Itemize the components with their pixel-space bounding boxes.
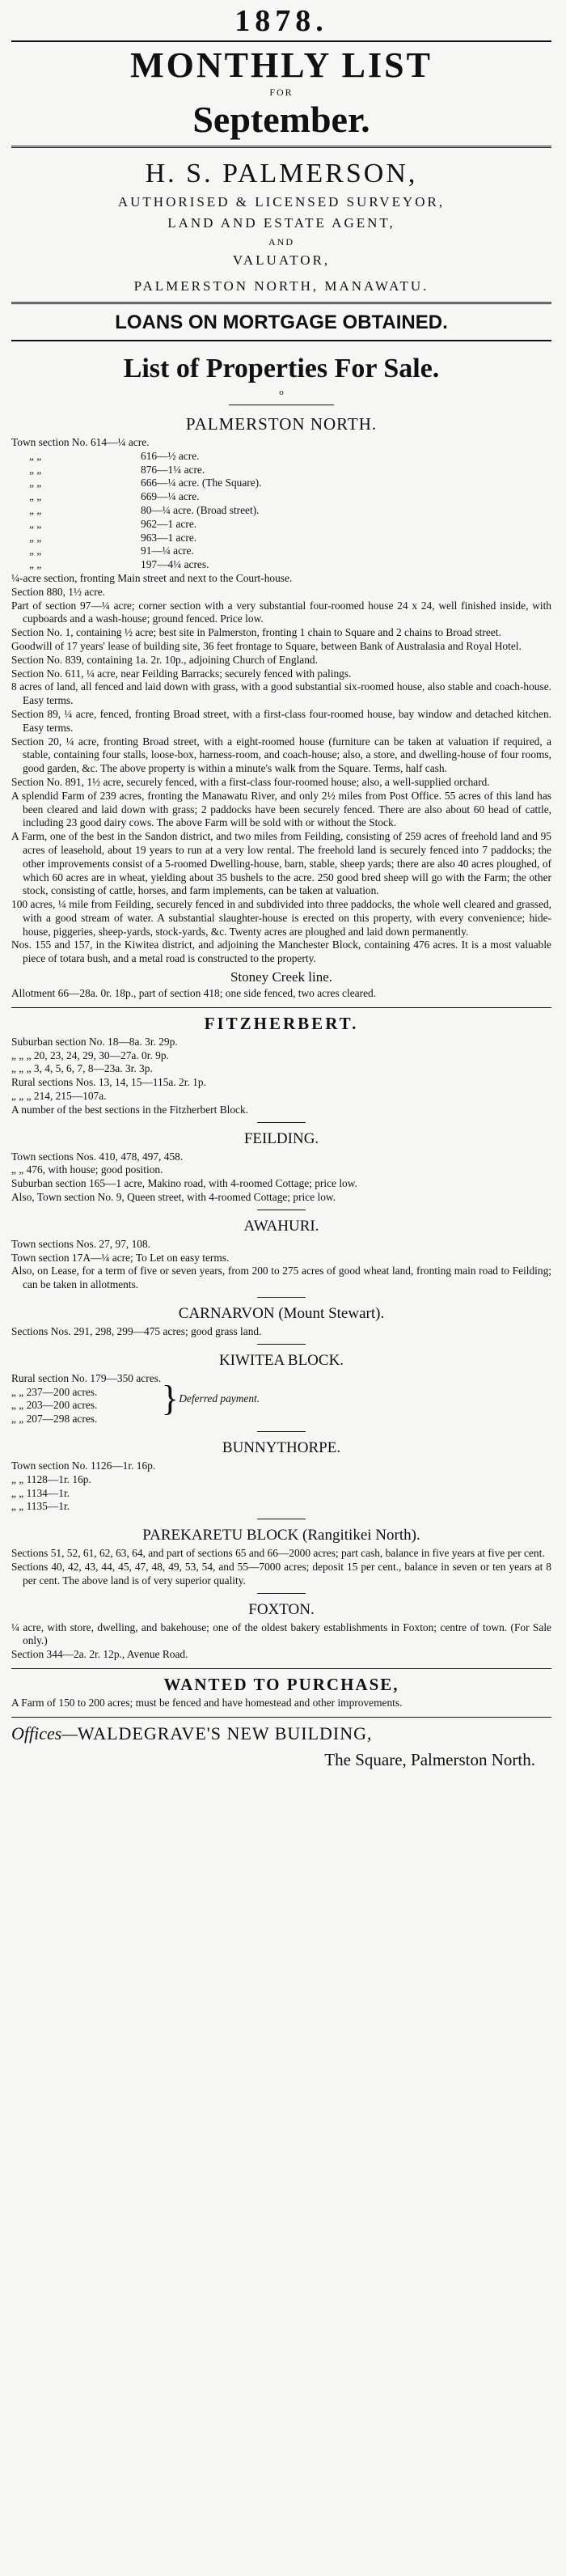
kiwitea-lots xyxy=(11,1372,551,1426)
list-item: A Farm, one of the best in the Sandon district, and two miles from Feilding, consisting of 259 acres of freehold land and 95 acres of leasehold, about 19 years to run at a very low rental. The freehold land is securely fenced into 7 paddocks; the other improvements consist of a 5-roomed Dwelling-house, barn, stable, sheep yards; there are also 40 acres ploughed, of which 60 acres are in wheat, yielding about 35 bushels to the acre. 250 good bred sheep will go with the Farm; the other stock, consisting of cattle, horses, and farm implements, can be taken at valuation. xyxy=(11,830,551,897)
lot-row: „ „ 669—¼ acre. xyxy=(29,490,200,503)
list-item: Sections 40, 42, 43, 44, 45, 47, 48, 49, 53, 54, and 55—7000 acres; deposit 15 per cent., balance in seven or ten years at 8 per cent. The above land is of very superior quality. xyxy=(11,1561,551,1587)
properties-title: List of Properties For Sale. xyxy=(123,354,440,383)
list-item: Section No. 891, 1½ acre, securely fenced, with a first-class four-roomed house; also, a well-supplied orchard. xyxy=(11,775,490,788)
list-item: Section 20, ¼ acre, fronting Broad street, with a eight-roomed house (furniture can be taken at valuation if required, a stable, containing four stalls, loose-box, harness-room, and coach-house; also, a store, and dwelling-house of four rooms, good garden, &c. The above property is within a minute's walk from the Square. Terms, half cash. xyxy=(11,735,551,775)
section-heading-carnarvon: CARNARVON (Mount Stewart). xyxy=(178,1305,385,1323)
list-item: Rural sections Nos. 13, 14, 15—115a. 2r. 1p. xyxy=(11,1076,206,1089)
list-item: Town section 17A—¼ acre; To Let on easy terms. xyxy=(11,1251,230,1264)
offices-building: WALDEGRAVE'S NEW BUILDING, xyxy=(77,1722,373,1743)
divider xyxy=(257,1344,306,1345)
wanted-heading: WANTED TO PURCHASE, xyxy=(163,1674,399,1694)
list-item: A Farm of 150 to 200 acres; must be fenced and have homestead and other improvements. xyxy=(11,1696,403,1709)
list-item: Section No. 611, ¼ acre, near Feilding Barracks; securely fenced with palings. xyxy=(11,667,352,680)
list-item: „ „ „ 214, 215—107a. xyxy=(11,1090,107,1103)
divider xyxy=(257,1593,306,1594)
agent-line-surveyor: AUTHORISED & LICENSED SURVEYOR, xyxy=(117,194,446,210)
list-item: Also, Town section No. 9, Queen street, with 4-roomed Cottage; price low. xyxy=(11,1191,336,1204)
section-heading-kiwitea: KIWITEA BLOCK. xyxy=(218,1351,344,1369)
list-item: Town sections Nos. 27, 97, 108. xyxy=(11,1237,151,1250)
list-item: Section 344—2a. 2r. 12p., Avenue Road. xyxy=(11,1648,188,1661)
divider xyxy=(11,146,551,148)
list-item: A splendid Farm of 239 acres, fronting the Manawatu River, and only 2½ miles from Post Office. 55 acres of this land has been cleared and laid down with grass; 2 paddocks have been securely fenced. There are also about 60 head of cattle, including 23 good dairy cows. The above Farm will be sold with or without the Stock. xyxy=(11,789,551,829)
list-item: Allotment 66—28a. 0r. 18p., part of section 418; one side fenced, two acres cleared. xyxy=(11,987,377,1000)
list-item: ¼-acre section, fronting Main street and next to the Court-house. xyxy=(11,571,293,584)
list-item: Section No. 839, containing 1a. 2r. 10p., adjoining Church of England. xyxy=(11,653,318,666)
section-heading-fitzherbert: FITZHERBERT. xyxy=(204,1013,359,1033)
section-heading-awahuri: AWAHURI. xyxy=(243,1217,319,1235)
list-item: Goodwill of 17 years' lease of building site, 36 feet frontage to Square, between Bank of Australasia and Royal Hotel. xyxy=(11,639,522,652)
offices-address: The Square, Palmerston North. xyxy=(324,1749,535,1769)
section-heading-feilding: FEILDING. xyxy=(243,1129,319,1147)
list-item: Section No. 1, containing ½ acre; best site in Palmerston, fronting 1 chain to Square and 2 chains to Broad street. xyxy=(11,626,501,639)
list-item: „ „ 237—200 acres. xyxy=(11,1385,98,1398)
offices-line xyxy=(11,1721,551,1747)
brace-mark: } xyxy=(161,1379,179,1419)
list-item: Part of section 97—¼ acre; corner section with a very substantial four-roomed house 24 x 24, well finished inside, with cupboards and a wash-house; ground fenced. Price low. xyxy=(11,599,551,625)
section-heading-parekaretu: PAREKARETU BLOCK (Rangitikei North). xyxy=(142,1527,420,1544)
list-item: „ „ „ 3, 4, 5, 6, 7, 8—23a. 3r. 3p. xyxy=(11,1062,153,1075)
section-heading-foxton: FOXTON. xyxy=(248,1600,315,1618)
lot-row: „ „ 963—1 acre. xyxy=(29,531,197,544)
loans-heading: LOANS ON MORTGAGE OBTAINED. xyxy=(115,311,448,333)
lot-row: „ „ 197—4¼ acres. xyxy=(29,558,209,571)
list-item: Town sections Nos. 410, 478, 497, 458. xyxy=(11,1150,184,1163)
list-item: 100 acres, ¼ mile from Feilding, securely fenced in and subdivided into three paddocks, the whole well cleared and grassed, with a good stream of water. A substantial slaughter-house is erected on this property, with every convenience; hide-house, piggeries, sheep-yards, stock-yards, &c. Twenty acres are ploughed and laid down permanently. xyxy=(11,898,551,938)
divider xyxy=(11,1007,551,1008)
list-item: Nos. 155 and 157, in the Kiwitea district, and adjoining the Manchester Block, containing 476 acres. It is a most valuable piece of totara bush, and a metal road is constructed to the property. xyxy=(11,938,551,965)
list-item: Section 880, 1½ acre. xyxy=(11,585,106,598)
list-item: „ „ 476, with house; good position. xyxy=(11,1163,163,1176)
list-item: Rural section No. 179—350 acres. xyxy=(11,1371,162,1384)
agent-line-estate-agent: LAND AND ESTATE AGENT, xyxy=(167,215,395,231)
divider xyxy=(11,340,551,341)
lot-row: „ „ 80—¼ acre. (Broad street). xyxy=(29,503,260,516)
offices-label: Offices— xyxy=(11,1722,78,1743)
list-item: A number of the best sections in the Fitzherbert Block. xyxy=(11,1103,249,1116)
list-item: Also, on Lease, for a term of five or seven years, from 200 to 275 acres of good wheat land, fronting main road to Feilding; can be taken in allotments. xyxy=(11,1265,551,1291)
divider xyxy=(11,40,551,42)
for-label: FOR xyxy=(269,87,294,98)
list-item: Suburban section No. 18—8a. 3r. 29p. xyxy=(11,1035,178,1048)
lot-row: „ „ 91—¼ acre. xyxy=(29,544,194,557)
agent-line-valuator: VALUATOR, xyxy=(232,252,331,268)
divider xyxy=(257,1431,306,1432)
agent-and: AND xyxy=(268,236,294,248)
list-item: „ „ 1128—1r. 16p. xyxy=(11,1472,91,1485)
list-item: „ „ 1134—1r. xyxy=(11,1486,70,1499)
section-heading-palmerston: PALMERSTON NORTH. xyxy=(185,414,378,434)
list-item: „ „ 203—200 acres. xyxy=(11,1399,98,1412)
separator-mark: o xyxy=(279,388,284,397)
list-item: Town section No. 614—¼ acre. xyxy=(11,436,150,448)
deferred-payment-note: Deferred payment. xyxy=(179,1392,260,1405)
divider xyxy=(11,1668,551,1669)
agent-name: H. S. PALMERSON, xyxy=(145,159,418,189)
list-title-banner: MONTHLY LIST xyxy=(130,45,433,85)
divider xyxy=(11,302,551,304)
list-item: Section 89, ¼ acre, fenced, fronting Broad street, with a first-class four-roomed house, bay window and detached kitchen. Easy terms. xyxy=(11,707,551,734)
list-item: Sections Nos. 291, 298, 299—475 acres; good grass land. xyxy=(11,1325,262,1338)
list-item: 8 acres of land, all fenced and laid down with grass, with a good substantial six-roomed house, also stable and coach-house. Easy terms. xyxy=(11,680,551,707)
month-title: September. xyxy=(192,99,370,140)
list-item: Town section No. 1126—1r. 16p. xyxy=(11,1460,156,1472)
list-item: „ „ 207—298 acres. xyxy=(11,1413,98,1426)
lot-row: „ „ 616—½ acre. xyxy=(29,449,200,462)
lot-row: „ „ 876—1¼ acre. xyxy=(29,463,205,476)
lot-row: „ „ 666—¼ acre. (The Square). xyxy=(29,477,262,489)
subheading-stoney-creek: Stoney Creek line. xyxy=(230,969,333,985)
list-item: Sections 51, 52, 61, 62, 63, 64, and part of sections 65 and 66—2000 acres; part cash, balance in five years at five per cent. xyxy=(11,1547,545,1560)
divider xyxy=(257,1122,306,1123)
lot-row: „ „ 962—1 acre. xyxy=(29,517,197,530)
list-item: ¼ acre, with store, dwelling, and bakehouse; one of the oldest bakery establishments in Foxton; centre of town. (For Sale only.) xyxy=(11,1621,551,1647)
divider xyxy=(257,1297,306,1298)
list-item: „ „ „ 20, 23, 24, 29, 30—27a. 0r. 9p. xyxy=(11,1049,169,1061)
section-heading-bunnythorpe: BUNNYTHORPE. xyxy=(222,1439,341,1457)
divider xyxy=(11,1717,551,1718)
year: 1878. xyxy=(234,4,328,38)
agent-location: PALMERSTON NORTH, MANAWATU. xyxy=(133,278,429,294)
list-item: „ „ 1135—1r. xyxy=(11,1500,70,1513)
list-item: Suburban section 165—1 acre, Makino road, with 4-roomed Cottage; price low. xyxy=(11,1177,357,1190)
